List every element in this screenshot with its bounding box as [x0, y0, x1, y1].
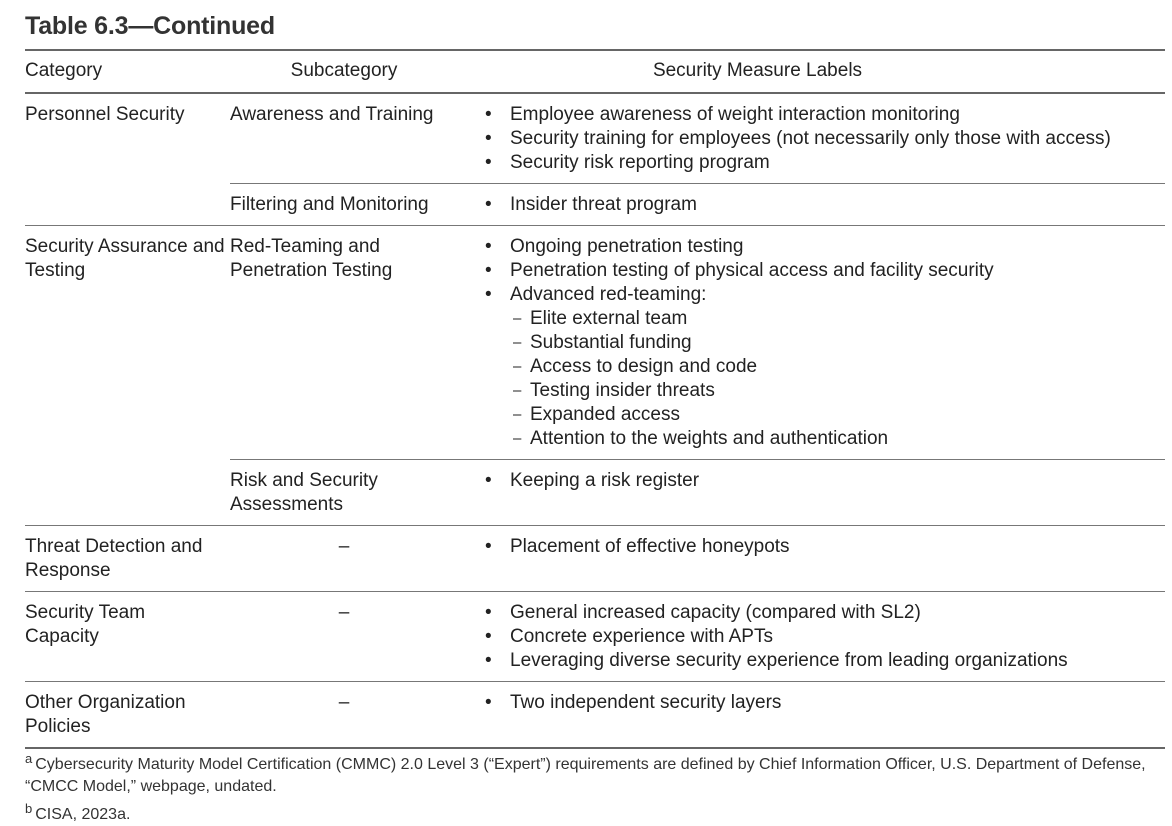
measure-item: • Security training for employees (not necessarily only those with access) [480, 127, 1165, 151]
category-cell: Other Organization Policies [25, 692, 186, 737]
subcategory-cell: Filtering and Monitoring [230, 194, 429, 215]
header-category: Category [25, 60, 103, 81]
table-row [25, 682, 1165, 749]
subcategory-cell: Awareness and Training [230, 104, 434, 125]
measure-item: • General increased capacity (compared with SL2) [480, 601, 1165, 625]
table-row [25, 526, 1165, 592]
subcategory-cell: Risk and Security Assessments [230, 470, 378, 515]
sub-measure-item: – Attention to the weights and authentication [480, 427, 1165, 451]
measure-item: • Ongoing penetration testing [480, 235, 1165, 259]
footnote-mark: a [25, 751, 33, 766]
category-cell: Personnel Security [25, 104, 185, 125]
table-row [25, 226, 1165, 460]
subcategory-cell: Red-Teaming and Penetration Testing [230, 236, 393, 281]
table-row [25, 592, 1165, 682]
measures-cell [480, 226, 1165, 460]
measure-item: • Keeping a risk register [480, 469, 1165, 493]
measure-item: • Employee awareness of weight interaction monitoring [480, 103, 1165, 127]
measure-item: • Two independent security layers [480, 691, 1165, 715]
measure-item: • Concrete experience with APTs [480, 625, 1165, 649]
sub-measure-item: – Elite external team [480, 307, 1165, 331]
header-measures: Security Measure Labels [652, 60, 863, 81]
measure-item: • Advanced red-teaming: [480, 283, 1165, 307]
category-cell: Security Assurance and Testing [25, 236, 225, 281]
subcategory-cell: – [338, 536, 350, 557]
subcategory-cell: – [338, 602, 350, 623]
measures-cell [480, 526, 1165, 592]
subcategory-cell: – [338, 692, 350, 713]
footnote-mark: b [25, 801, 33, 816]
table-title: Table 6.3—Continued [25, 12, 275, 40]
category-cell: Security Team Capacity [25, 602, 146, 647]
measures-cell [480, 682, 1165, 749]
footnote-b [25, 798, 1165, 826]
measure-item: • Security risk reporting program [480, 151, 1165, 175]
measure-item: • Insider threat program [480, 193, 1165, 217]
measure-item: • Leveraging diverse security experience from leading organizations [480, 649, 1165, 673]
sub-measure-item: – Testing insider threats [480, 379, 1165, 403]
security-measures-table [25, 49, 1165, 749]
sub-measure-item: – Substantial funding [480, 331, 1165, 355]
measures-cell [480, 460, 1165, 526]
category-cell: Threat Detection and Response [25, 536, 203, 581]
measures-cell [480, 93, 1165, 184]
table-header-row [25, 50, 1165, 93]
footnote-a [25, 748, 1165, 798]
measures-cell [480, 184, 1165, 226]
footnote-text: Cybersecurity Maturity Model Certification (CMMC) 2.0 Level 3 (“Expert”) requirements are defined by Chief Information Officer, U.S. Department of Defense, “CMCC Model,” webpage, undated. [25, 756, 1146, 795]
sub-measure-item: – Access to design and code [480, 355, 1165, 379]
measure-item: • Placement of effective honeypots [480, 535, 1165, 559]
header-subcategory: Subcategory [290, 60, 398, 81]
measures-cell [480, 592, 1165, 682]
sub-measure-item: – Expanded access [480, 403, 1165, 427]
table-row [25, 93, 1165, 184]
measure-item: • Penetration testing of physical access and facility security [480, 259, 1165, 283]
footnote-text: CISA, 2023a. [35, 806, 131, 823]
